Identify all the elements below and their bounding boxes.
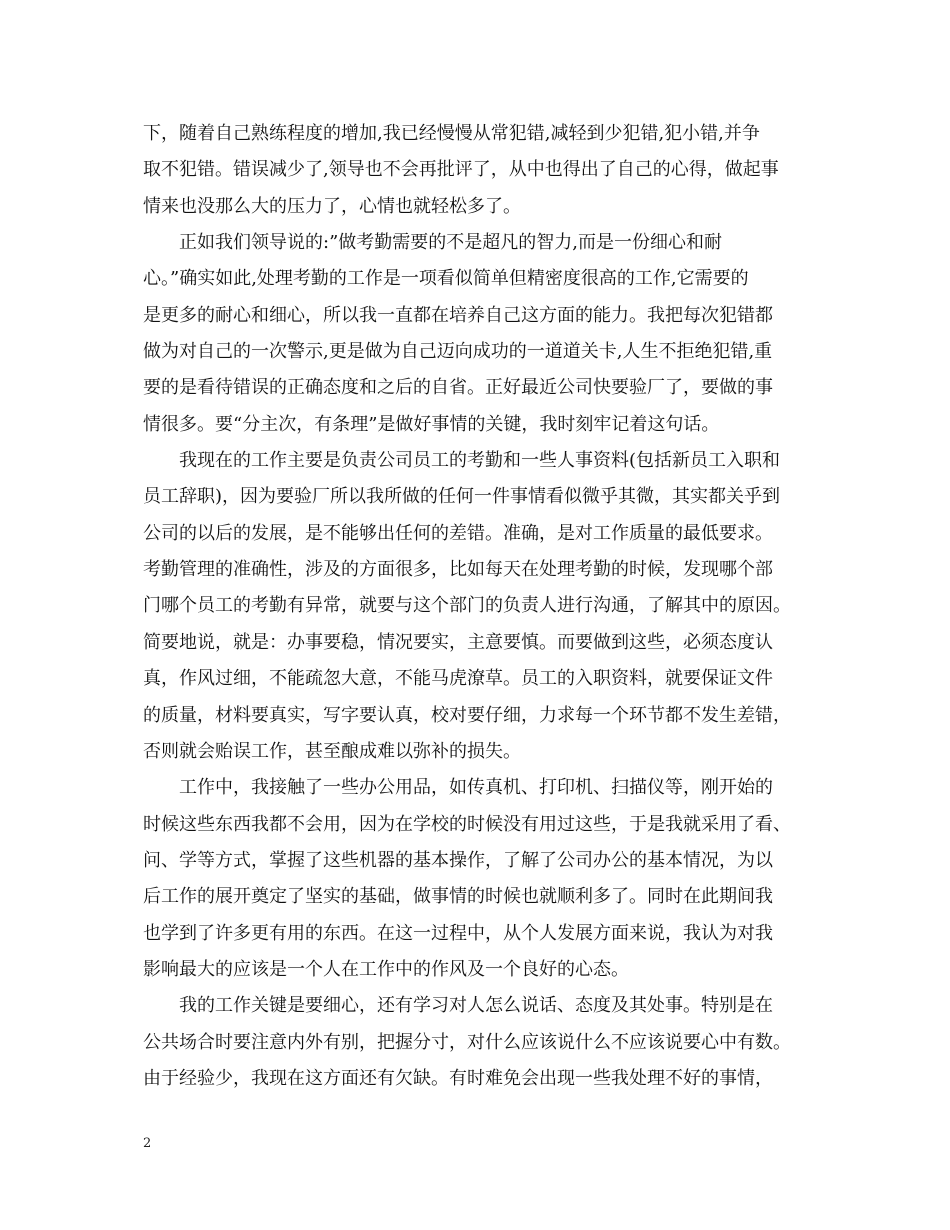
text-line: 也学到了许多更有用的东西。在这一过程中，从个人发展方面来说，我认为对我 <box>143 922 773 944</box>
text-line: 情来也没那么大的压力了，心情也就轻松多了。 <box>143 195 521 217</box>
text-line: 真，作风过细，不能疏忽大意，不能马虎潦草。员工的入职资料，就要保证文件 <box>143 668 773 690</box>
text-line: 时候这些东西我都不会用，因为在学校的时候没有用过这些，于是我就采用了看、 <box>143 813 791 835</box>
text-line: 情很多。要“分主次，有条理”是做好事情的关键，我时刻牢记着这句话。 <box>143 413 720 435</box>
paragraph-first-line: 工作中，我接触了一些办公用品，如传真机、打印机、扫描仪等，刚开始的 <box>179 777 773 799</box>
text-line: 考勤管理的准确性，涉及的方面很多，比如每天在处理考勤的时候，发现哪个部 <box>143 559 773 581</box>
paragraph-first-line: 我的工作关键是要细心，还有学习对人怎么说话、态度及其处事。特别是在 <box>179 995 773 1017</box>
paragraph-first-line: 我现在的工作主要是负责公司员工的考勤和一些人事资料(包括新员工入职和 <box>179 450 781 472</box>
text-line: 公共场合时要注意内外有别，把握分寸，对什么应该说什么不应该说要心中有数。 <box>143 1031 791 1053</box>
text-line: 由于经验少，我现在这方面还有欠缺。有时难免会出现一些我处理不好的事情， <box>143 1067 773 1089</box>
text-line: 问、学等方式，掌握了这些机器的基本操作，了解了公司办公的基本情况，为以 <box>143 849 773 871</box>
text-line: 后工作的展开奠定了坚实的基础，做事情的时候也就顺利多了。同时在此期间我 <box>143 886 773 908</box>
text-line: 心。”确实如此,处理考勤的工作是一项看似简单但精密度很高的工作,它需要的 <box>143 268 749 290</box>
body-text <box>143 116 818 1097</box>
paragraph-first-line: 正如我们领导说的:”做考勤需要的不是超凡的智力,而是一份细心和耐 <box>179 232 722 254</box>
text-line: 要的是看待错误的正确态度和之后的自省。正好最近公司快要验厂了，要做的事 <box>143 377 773 399</box>
text-line: 员工辞职)，因为要验厂所以我所做的任何一件事情看似微乎其微，其实都关乎到 <box>143 486 781 508</box>
text-line: 下，随着自己熟练程度的增加,我已经慢慢从常犯错,减轻到少犯错,犯小错,并争 <box>143 123 760 144</box>
page-number: 2 <box>143 1136 152 1151</box>
text-line: 的质量，材料要真实，写字要认真，校对要仔细，力求每一个环节都不发生差错， <box>143 704 791 726</box>
text-line: 门哪个员工的考勤有异常，就要与这个部门的负责人进行沟通，了解其中的原因。 <box>143 595 791 617</box>
text-line: 做为对自己的一次警示,更是做为自己迈向成功的一道道关卡,人生不拒绝犯错,重 <box>143 341 773 363</box>
text-line: 简要地说，就是：办事要稳，情况要实，主意要慎。而要做到这些，必须态度认 <box>143 631 773 653</box>
text-line: 影响最大的应该是一个人在工作中的作风及一个良好的心态。 <box>143 958 629 980</box>
text-line: 否则就会贻误工作，甚至酿成难以弥补的损失。 <box>143 740 521 762</box>
text-line: 公司的以后的发展，是不能够出任何的差错。准确，是对工作质量的最低要求。 <box>143 522 773 544</box>
text-line: 取不犯错。错误减少了,领导也不会再批评了，从中也得出了自己的心得，做起事 <box>143 159 779 181</box>
text-line: 是更多的耐心和细心，所以我一直都在培养自己这方面的能力。我把每次犯错都 <box>143 304 773 326</box>
